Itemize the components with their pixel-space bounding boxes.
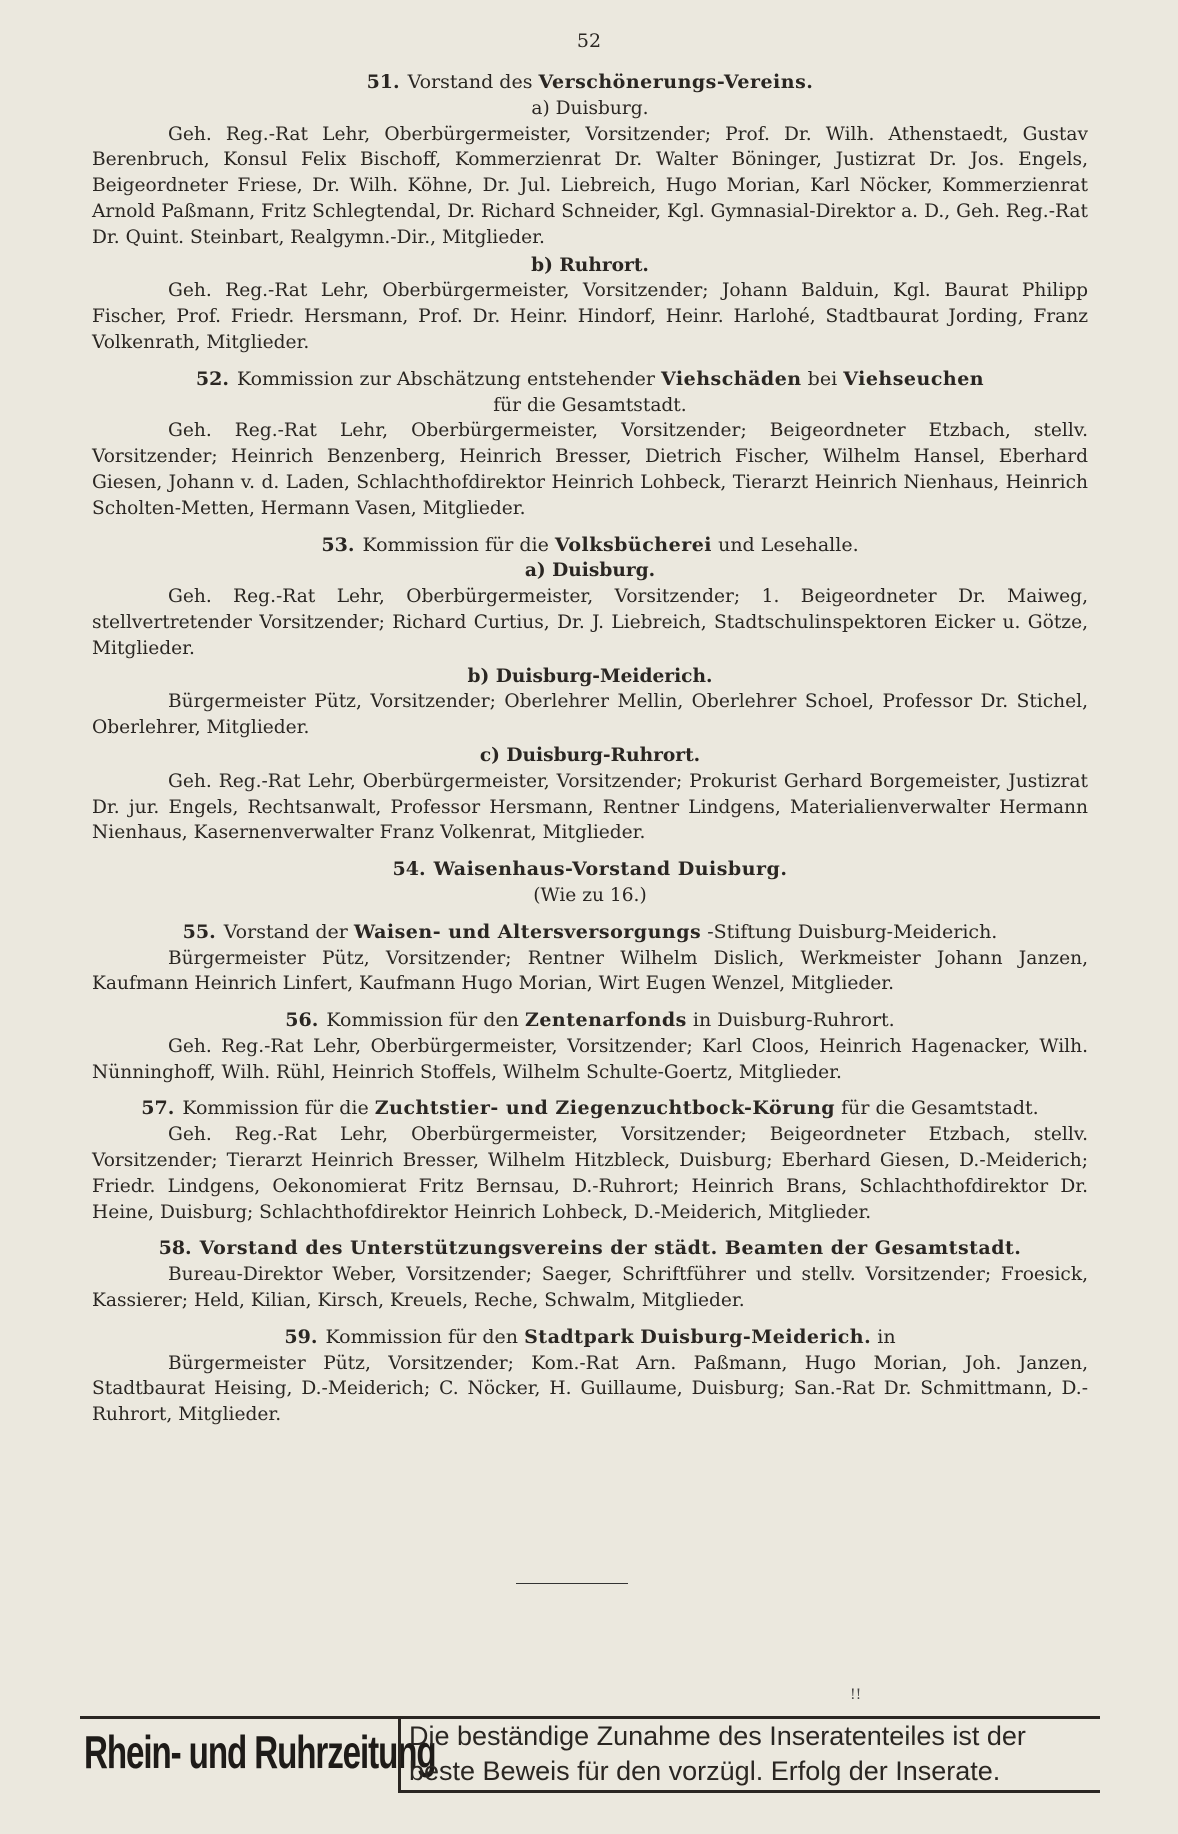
advert-line-1: Die beständige Zunahme des Inseratenteiles ist der	[409, 1721, 1026, 1751]
advert-logo: Rhein- und Ruhrzeitung	[84, 1726, 436, 1778]
member-list: Bürgermeister Pütz, Vorsitzender; Oberlehrer Mellin, Oberlehrer Schoel, Professor Dr. Stichel, Oberlehrer, Mitglieder.	[92, 691, 1088, 739]
section-title	[92, 1325, 1088, 1351]
section-title	[92, 920, 1088, 946]
section-title-post: in	[877, 1325, 896, 1348]
member-list: Geh. Reg.-Rat Lehr, Oberbürgermeister, Vorsitzender; Beigeordneter Etzbach, stellv. Vorsitzender; Tierarzt Heinrich Bresser, Wilhelm Hitzbleck, Duisburg; Eberhard Giesen, D.-Meiderich; Friedr. Lindgens, Oekonomierat Fritz Bernsau, D.-Ruhrort; Heinrich Brans, Schlachthofdirektor Dr. Heine, Duisburg; Schlachthofdirektor Heinrich Lohbeck, D.-Meiderich, Mitglieder.	[92, 1124, 1088, 1223]
section-54	[92, 857, 1088, 909]
section-title-key: Vorstand des Unterstützungsvereins der städt. Beamten der Gesamtstadt.	[199, 1237, 1022, 1260]
section-title-mid: bei	[807, 367, 838, 390]
member-list: Bureau-Direktor Weber, Vorsitzender; Saeger, Schriftführer und stellv. Vorsitzender; Froesick, Kassierer; Held, Kilian, Kirsch, Kreuels, Reche, Schwalm, Mitglieder.	[92, 1264, 1088, 1312]
advert-text-box	[398, 1719, 1100, 1793]
member-list: Geh. Reg.-Rat Lehr, Oberbürgermeister, Vorsitzender; 1. Beigeordneter Dr. Maiweg, stellvertretender Vorsitzender; Richard Curtius, Dr. J. Liebreich, Stadtschulinspektoren Eicker u. Götze, Mitglieder.	[92, 586, 1088, 659]
section-title	[92, 70, 1088, 96]
section-title-pre: Kommission für die	[362, 533, 549, 556]
section-title-pre: Vorstand des	[407, 71, 533, 93]
section-title-pre: Vorstand der	[223, 920, 348, 943]
section-title-post: in Duisburg-Ruhrort.	[692, 1009, 895, 1032]
section-title-key: Verschönerungs-Vereins.	[538, 71, 814, 93]
section-title-key: Zuchtstier- und Ziegenzuchtbock-Körung	[374, 1097, 836, 1120]
section-title	[92, 857, 1088, 883]
section-title-pre: Kommission für die	[182, 1097, 369, 1120]
section-title	[92, 367, 1088, 393]
section-title-post: -Stiftung Duisburg-Meiderich.	[707, 920, 998, 943]
section-number: 54.	[392, 858, 426, 881]
advertisement	[80, 1716, 1100, 1795]
section-number: 59.	[284, 1325, 318, 1348]
section-51	[92, 70, 1088, 356]
subsection-heading: a) Duisburg.	[524, 560, 656, 582]
section-title-pre: Kommission für den	[325, 1325, 519, 1348]
section-number: 55.	[182, 920, 216, 943]
end-rule	[516, 1583, 628, 1584]
member-list: Geh. Reg.-Rat Lehr, Oberbürgermeister, Vorsitzender; Beigeordneter Etzbach, stellv. Vorsitzender; Heinrich Benzenberg, Heinrich Bresser, Dietrich Fischer, Wilhelm Hansel, Eberhard Giesen, Johann v. d. Laden, Schlachthofdirektor Heinrich Lohbeck, Tierarzt Heinrich Nienhaus, Heinrich Scholten-Metten, Hermann Vasen, Mitglieder.	[92, 420, 1088, 519]
section-number: 58.	[158, 1237, 192, 1260]
member-list: Bürgermeister Pütz, Vorsitzender; Rentner Wilhelm Dislich, Werkmeister Johann Janzen, Kaufmann Heinrich Linfert, Kaufmann Hugo Morian, Wirt Eugen Wenzel, Mitglieder.	[92, 947, 1088, 995]
section-title-key: Viehschäden	[661, 367, 802, 390]
section-title-key: Waisen- und Altersversorgungs	[353, 920, 702, 943]
section-58	[92, 1236, 1088, 1313]
section-title-post: für die Gesamtstadt.	[841, 1097, 1039, 1120]
section-number: 53.	[321, 533, 355, 556]
section-title	[92, 1008, 1088, 1034]
section-title-key2: Duisburg-Meiderich.	[640, 1325, 872, 1348]
subsection-heading: (Wie zu 16.)	[533, 884, 647, 906]
section-title-key: Zentenarfonds	[524, 1009, 687, 1032]
section-57	[92, 1096, 1088, 1225]
subsection-heading: b) Duisburg-Meiderich.	[467, 665, 713, 687]
member-list: Geh. Reg.-Rat Lehr, Oberbürgermeister, Vorsitzender; Karl Cloos, Heinrich Hagenacker, Wilh. Nünninghoff, Wilh. Rühl, Heinrich Stoffels, Wilhelm Schulte-Goertz, Mitglieder.	[92, 1035, 1088, 1083]
section-title	[92, 1096, 1088, 1122]
subsection-heading: a) Duisburg.	[531, 97, 649, 119]
section-56	[92, 1008, 1088, 1085]
section-52	[92, 367, 1088, 522]
section-title-pre: Kommission zur Abschätzung entstehender	[236, 367, 655, 390]
page-content	[92, 70, 1088, 1439]
section-title-key2: Viehseuchen	[843, 367, 985, 390]
section-title-pre: Kommission für den	[326, 1009, 519, 1032]
section-title-key: Volksbücherei	[554, 533, 713, 556]
subsection-heading: für die Gesamtstadt.	[493, 394, 687, 416]
advert-line-2: beste Beweis für den vorzügl. Erfolg der Inserate.	[409, 1756, 1001, 1786]
section-title-post: und Lesehalle.	[718, 533, 859, 556]
section-title-key: Waisenhaus-Vorstand Duisburg.	[433, 858, 788, 881]
section-title	[92, 533, 1088, 559]
section-53	[92, 533, 1088, 847]
page-number: 52	[576, 30, 602, 52]
member-list: Geh. Reg.-Rat Lehr, Oberbürgermeister, Vorsitzender; Prof. Dr. Wilh. Athenstaedt, Gustav Berenbruch, Konsul Felix Bischoff, Kommerzienrat Dr. Walter Böninger, Justizrat Dr. Jos. Engels, Beigeordneter Friese, Dr. Wilh. Köhne, Dr. Jul. Liebreich, Hugo Morian, Karl Nöcker, Kommerzienrat Arnold Paßmann, Fritz Schlegtendal, Dr. Richard Schneider, Kgl. Gymnasial-Direktor a. D., Geh. Reg.-Rat Dr. Quint. Steinbart, Realgymn.-Dir., Mitglieder.	[92, 123, 1088, 248]
member-list: Bürgermeister Pütz, Vorsitzender; Kom.-Rat Arn. Paßmann, Hugo Morian, Joh. Janzen, Stadtbaurat Heising, D.-Meiderich; C. Nöcker, H. Guillaume, Duisburg; San.-Rat Dr. Schmittmann, D.-Ruhrort, Mitglieder.	[92, 1352, 1088, 1426]
section-55	[92, 920, 1088, 997]
section-number: 56.	[285, 1009, 319, 1032]
section-number: 51.	[366, 71, 400, 93]
section-number: 57.	[141, 1097, 175, 1120]
section-title-key: Stadtpark	[524, 1325, 635, 1348]
subsection-heading: b) Ruhrort.	[531, 254, 649, 276]
subsection-heading: c) Duisburg-Ruhrort.	[479, 744, 701, 766]
member-list: Geh. Reg.-Rat Lehr, Oberbürgermeister, Vorsitzender; Prokurist Gerhard Borgemeister, Justizrat Dr. jur. Engels, Rechtsanwalt, Professor Hersmann, Rentner Lindgens, Materialienverwalter Hermann Nienhaus, Kasernenverwalter Franz Volkenrat, Mitglieder.	[92, 770, 1088, 844]
section-number: 52.	[195, 367, 229, 390]
member-list: Geh. Reg.-Rat Lehr, Oberbürgermeister, Vorsitzender; Johann Balduin, Kgl. Baurat Philipp Fischer, Prof. Friedr. Hersmann, Prof. Dr. Heinr. Hindorf, Heinr. Harlohé, Stadtbaurat Jording, Franz Volkenrath, Mitglieder.	[92, 280, 1088, 353]
stray-mark: !!	[850, 1687, 862, 1703]
section-59	[92, 1325, 1088, 1428]
section-title	[92, 1236, 1088, 1262]
